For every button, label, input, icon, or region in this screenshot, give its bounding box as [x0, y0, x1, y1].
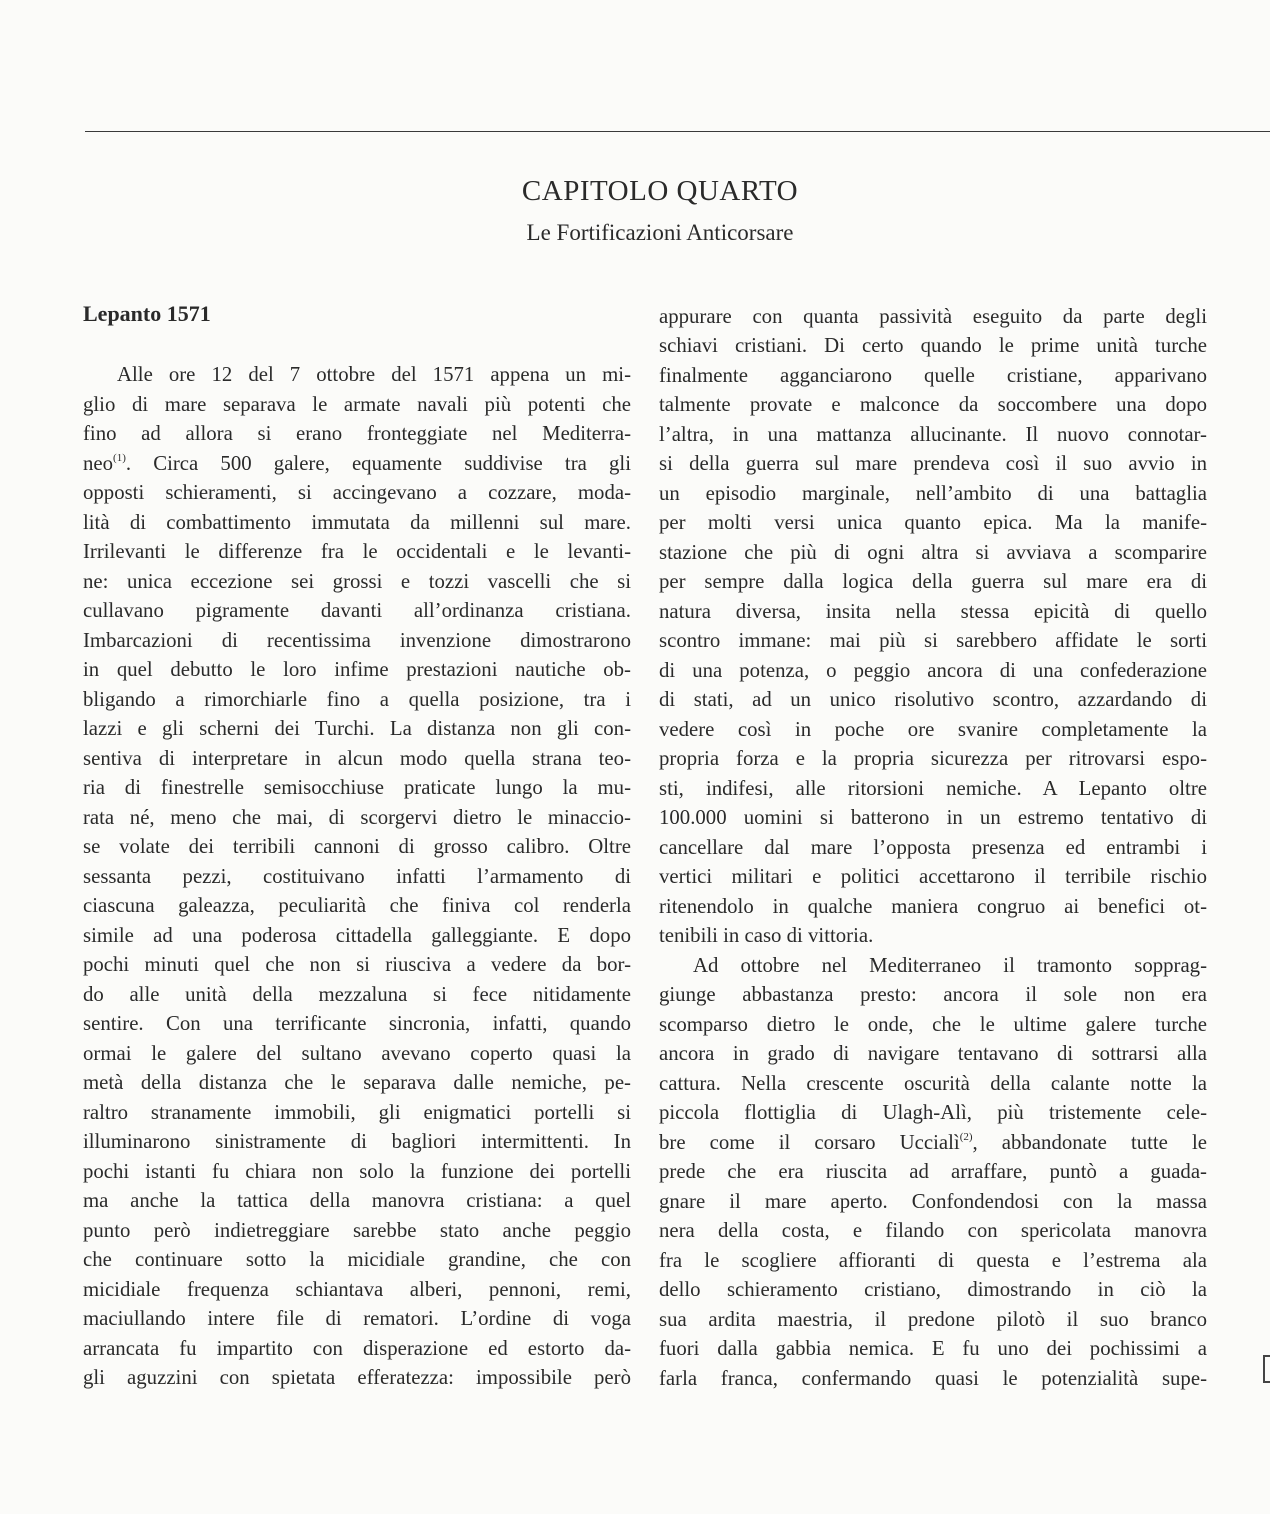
text-line: sentire. Con una terrificante sincronia, infatti, quando	[83, 1012, 631, 1035]
text-line: farla franca, confermando quasi le potenzialità supe-	[659, 1367, 1207, 1390]
text-fragment: bre come il corsaro Uccialì	[659, 1131, 960, 1154]
section-heading: Lepanto 1571	[83, 301, 211, 326]
text-line: lazzi e gli scherni dei Turchi. La distanza non gli con-	[83, 717, 631, 740]
text-line: per molti versi unica quanto epica. Ma la manife-	[659, 511, 1207, 534]
text-line: scomparso dietro le onde, che le ultime galere turche	[659, 1013, 1207, 1036]
text-line: sentiva di interpretare in alcun modo quella strana teo-	[83, 747, 631, 770]
text-line: cancellare dal mare l’opposta presenza ed entrambi i	[659, 836, 1207, 859]
text-line: cullavano pigramente davanti all’ordinanza cristiana.	[83, 599, 631, 622]
text-line: nera della costa, e filando con spericolata manovra	[659, 1219, 1207, 1242]
text-line	[83, 449, 631, 479]
text-line: ritenendolo in qualche maniera congruo ai benefici ot-	[659, 895, 1207, 918]
text-line: ormai le galere del sultano avevano coperto quasi la	[83, 1042, 631, 1065]
text-line: in quel debutto le loro infime prestazioni nautiche ob-	[83, 658, 631, 681]
header-rule	[85, 131, 1270, 132]
text-fragment: neo	[83, 452, 114, 475]
text-line: sessanta pezzi, costituivano infatti l’armamento di	[83, 865, 631, 888]
text-line: bligando a rimorchiarle fino a quella posizione, tra i	[83, 688, 631, 711]
text-line: Alle ore 12 del 7 ottobre del 1571 appena un mi-	[117, 363, 631, 386]
text-line: arrancata fu impartito con disperazione ed estorto da-	[83, 1337, 631, 1360]
text-line: vertici militari e politici accettarono il terribile rischio	[659, 865, 1207, 888]
text-line: ma anche la tattica della manovra cristiana: a quel	[83, 1189, 631, 1212]
text-line: gnare il mare aperto. Confondendosi con la massa	[659, 1190, 1207, 1213]
text-line: giunge abbastanza presto: ancora il sole non era	[659, 983, 1207, 1006]
text-line: glio di mare separava le armate navali più potenti che	[83, 393, 631, 416]
text-line: se volate dei terribili cannoni di grosso calibro. Oltre	[83, 835, 631, 858]
text-line: illuminarono sinistramente di bagliori intermittenti. In	[83, 1130, 631, 1153]
text-line: pochi minuti quel che non si riusciva a vedere da bor-	[83, 953, 631, 976]
text-line: metà della distanza che le separava dalle nemiche, pe-	[83, 1071, 631, 1094]
text-line: schiavi cristiani. Di certo quando le prime unità turche	[659, 334, 1207, 357]
text-line: do alle unità della mezzaluna si fece nitidamente	[83, 983, 631, 1006]
text-line: Ad ottobre nel Mediterraneo il tramonto sopprag-	[693, 954, 1207, 977]
text-line: di una potenza, o peggio ancora di una confederazione	[659, 659, 1207, 682]
text-line: ancora in grado di navigare tentavano di sottrarsi alla	[659, 1042, 1207, 1065]
text-line: fra le scogliere affioranti di questa e l’estrema ala	[659, 1249, 1207, 1272]
text-line: tenibili in caso di vittoria.	[659, 924, 874, 947]
text-fragment: . Circa 500 galere, equamente suddivise tra gli	[125, 452, 631, 475]
text-line: Irrilevanti le differenze fra le occidentali e le levanti-	[83, 540, 631, 563]
text-line: si della guerra sul mare prendeva così il suo avvio in	[659, 452, 1207, 475]
text-line: sti, indifesi, alle ritorsioni nemiche. A Lepanto oltre	[659, 777, 1207, 800]
page-edge-mark	[1263, 1355, 1270, 1383]
text-line: che continuare sotto la micidiale grandine, che con	[83, 1248, 631, 1271]
text-line: rata né, meno che mai, di scorgervi dietro le minaccio-	[83, 806, 631, 829]
text-line: pochi istanti fu chiara non solo la funzione dei portelli	[83, 1160, 631, 1183]
footnote-mark-2: (2)	[959, 1131, 973, 1143]
chapter-title: CAPITOLO QUARTO	[521, 175, 799, 207]
text-line: 100.000 uomini si batterono in un estremo tentativo di	[659, 806, 1207, 829]
text-line: l’altra, in una mattanza allucinante. Il nuovo connotar-	[659, 423, 1207, 446]
text-line: micidiale frequenza schiantava alberi, pennoni, remi,	[83, 1278, 631, 1301]
text-line: simile ad una poderosa cittadella galleggiante. E dopo	[83, 924, 631, 947]
text-line: gli aguzzini con spietata efferatezza: impossibile però	[83, 1366, 631, 1389]
text-line: ne: unica eccezione sei grossi e tozzi vascelli che si	[83, 570, 631, 593]
text-line: natura diversa, insita nella stessa epicità di quello	[659, 600, 1207, 623]
text-line: vedere così in poche ore svanire completamente la	[659, 718, 1207, 741]
text-line: Imbarcazioni di recentissima invenzione dimostrarono	[83, 629, 631, 652]
text-line: lità di combattimento immutata da millenni sul mare.	[83, 511, 631, 534]
footnote-mark-1: (1)	[113, 452, 126, 464]
text-line: finalmente agganciarono quelle cristiane, apparivano	[659, 364, 1207, 387]
text-line: opposti schieramenti, si accingevano a cozzare, moda-	[83, 481, 631, 504]
text-line: di stati, ad un unico risolutivo scontro, azzardando di	[659, 688, 1207, 711]
chapter-subtitle: Le Fortificazioni Anticorsare	[526, 220, 794, 245]
text-line: un episodio marginale, nell’ambito di una battaglia	[659, 482, 1207, 505]
text-line: sua ardita maestria, il predone pilotò il suo branco	[659, 1308, 1207, 1331]
text-line: raltro stranamente immobili, gli enigmatici portelli si	[83, 1101, 631, 1124]
text-line: maciullando intere file di rematori. L’ordine di voga	[83, 1307, 631, 1330]
text-line	[659, 1128, 1207, 1158]
text-line: punto però indietreggiare sarebbe stato anche peggio	[83, 1219, 631, 1242]
text-line: ciascuna galeazza, peculiarità che finiva col renderla	[83, 894, 631, 917]
text-fragment: , abbandonate tutte le	[972, 1131, 1207, 1154]
text-line: fuori dalla gabbia nemica. E fu uno dei pochissimi a	[659, 1337, 1207, 1360]
text-line: ria di finestrelle semisocchiuse praticate lungo la mu-	[83, 776, 631, 799]
text-line: stazione che più di ogni altra si avviava a scomparire	[659, 541, 1207, 564]
text-line: fino ad allora si erano fronteggiate nel Mediterra-	[83, 422, 631, 445]
text-line: scontro immane: mai più si sarebbero affidate le sorti	[659, 629, 1207, 652]
text-line: appurare con quanta passività eseguito da parte degli	[659, 305, 1207, 328]
text-line: cattura. Nella crescente oscurità della calante notte la	[659, 1072, 1207, 1095]
text-line: dello schieramento cristiano, dimostrando in ciò la	[659, 1278, 1207, 1301]
text-line: talmente provate e malconce da soccombere una dopo	[659, 393, 1207, 416]
text-line: per sempre dalla logica della guerra sul mare era di	[659, 570, 1207, 593]
text-line: propria forza e la propria sicurezza per ritrovarsi espo-	[659, 747, 1207, 770]
text-line: prede che era riuscita ad arraffare, puntò a guada-	[659, 1160, 1207, 1183]
text-line: piccola flottiglia di Ulagh-Alì, più tristemente cele-	[659, 1101, 1207, 1124]
